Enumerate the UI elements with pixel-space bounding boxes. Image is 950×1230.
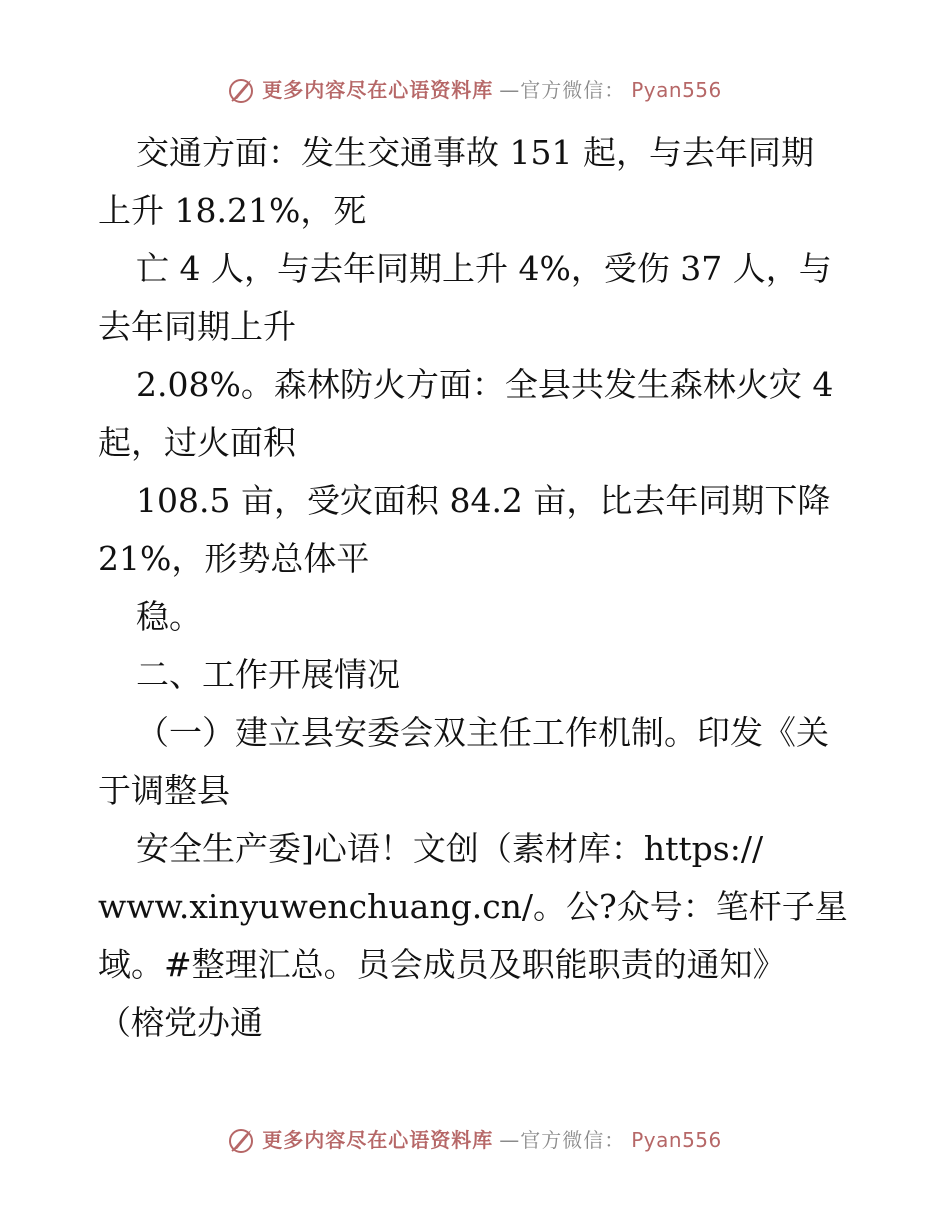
body-line: 交通方面：发生交通事故 151 起，与去年同期 — [136, 133, 814, 172]
body-line: 于调整县 — [98, 771, 230, 810]
header-watermark — [0, 76, 950, 111]
quill-pen-logo-icon — [228, 76, 256, 104]
body-line: （一）建立县安委会双主任工作机制。印发《关 — [136, 713, 829, 752]
body-line: 去年同期上升 — [98, 307, 296, 346]
section-heading: 二、工作开展情况 — [136, 655, 400, 694]
body-line: 域。#整理汇总。员会成员及职能职责的通知》 — [98, 945, 786, 984]
watermark-text: 更多内容尽在心语资料库 — [262, 1128, 494, 1152]
watermark-account: Pyan556 — [631, 1128, 722, 1152]
watermark-separator: —官方微信： — [499, 78, 626, 102]
body-line: www.xinyuwenchuang.cn/。公?众号：笔杆子星 — [98, 887, 848, 926]
body-line: （榕党办通 — [98, 1003, 263, 1042]
body-line: 亡 4 人，与去年同期上升 4%，受伤 37 人，与 — [136, 249, 832, 288]
body-line: 2.08%。森林防火方面：全县共发生森林火灾 4 — [136, 365, 834, 404]
body-line: 稳。 — [136, 597, 202, 636]
watermark-account: Pyan556 — [631, 78, 722, 102]
body-line: 108.5 亩，受灾面积 84.2 亩，比去年同期下降 — [136, 481, 831, 520]
body-line: 21%，形势总体平 — [98, 539, 370, 578]
watermark-separator: —官方微信： — [499, 1128, 626, 1152]
watermark-text: 更多内容尽在心语资料库 — [262, 78, 494, 102]
document-body — [98, 124, 858, 1052]
body-line: 起，过火面积 — [98, 423, 296, 462]
body-line: 上升 18.21%，死 — [98, 191, 367, 230]
body-line: 安全生产委]心语！文创（素材库：https:// — [136, 829, 764, 868]
footer-watermark — [0, 1126, 950, 1161]
quill-pen-logo-icon — [228, 1126, 256, 1154]
